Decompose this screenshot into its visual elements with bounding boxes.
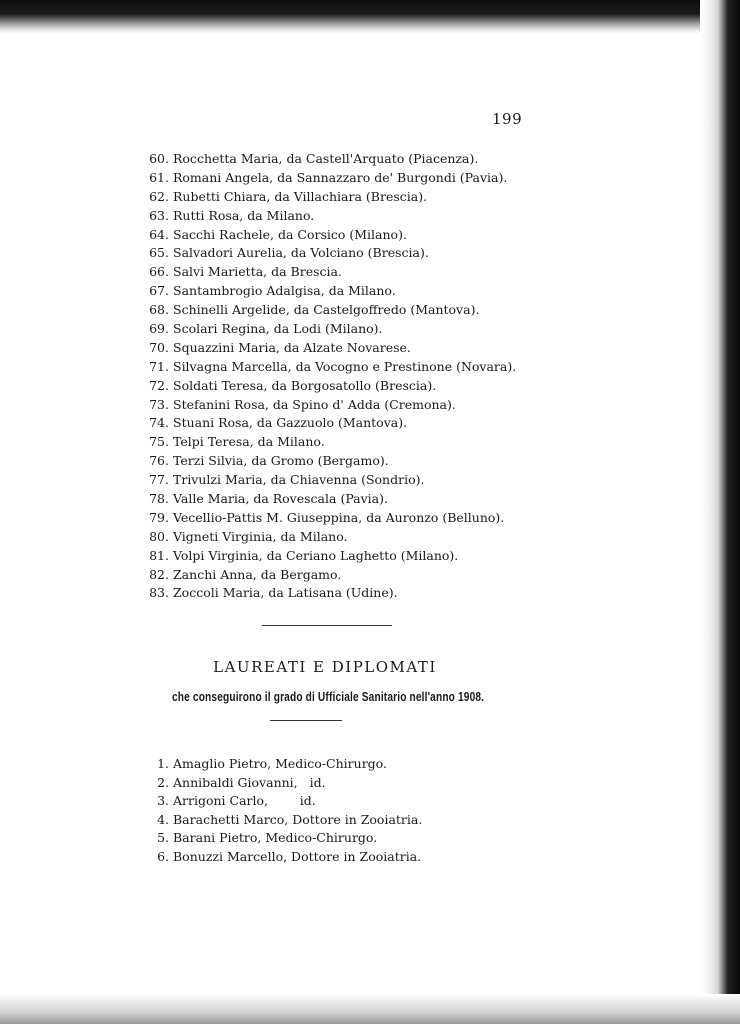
item-text: Annibaldi Giovanni, id. bbox=[173, 774, 326, 790]
divider-rule-short bbox=[270, 720, 342, 721]
item-text: Romani Angela, da Sannazzaro de' Burgondi (Pavia). bbox=[173, 169, 508, 185]
list-item bbox=[0, 320, 516, 339]
item-text: Silvagna Marcella, da Vocogno e Prestinone (Novara). bbox=[173, 358, 517, 374]
item-text: Zanchi Anna, da Bergamo. bbox=[173, 566, 342, 582]
item-number: 75. bbox=[149, 434, 169, 450]
item-text: Amaglio Pietro, Medico-Chirurgo. bbox=[173, 756, 387, 771]
item-number: 82. bbox=[149, 566, 169, 582]
item-number: 1. bbox=[157, 756, 169, 771]
item-number: 71. bbox=[149, 358, 169, 374]
item-number: 76. bbox=[149, 453, 169, 469]
item-text: Arrigoni Carlo, id. bbox=[173, 793, 316, 809]
list-item bbox=[0, 207, 516, 226]
list-item bbox=[0, 755, 422, 774]
scan-top-edge bbox=[0, 0, 740, 34]
item-number: 72. bbox=[149, 377, 169, 393]
item-number: 4. bbox=[157, 811, 169, 827]
item-text: Scolari Regina, da Lodi (Milano). bbox=[173, 321, 383, 337]
list-item bbox=[0, 150, 516, 169]
item-number: 77. bbox=[149, 472, 169, 488]
item-text: Volpi Virginia, da Ceriano Laghetto (Milano). bbox=[173, 547, 459, 563]
item-number: 67. bbox=[149, 283, 169, 299]
item-text: Santambrogio Adalgisa, da Milano. bbox=[173, 283, 396, 299]
list-item bbox=[0, 811, 422, 830]
item-text: Valle Maria, da Rovescala (Pavia). bbox=[173, 491, 388, 507]
item-number: 69. bbox=[149, 321, 169, 337]
officers-list bbox=[0, 755, 422, 867]
graduates-list bbox=[0, 150, 516, 603]
list-item bbox=[0, 263, 516, 282]
item-number: 66. bbox=[149, 264, 169, 280]
item-text: Vigneti Virginia, da Milano. bbox=[173, 528, 348, 544]
item-text: Stefanini Rosa, da Spino d' Adda (Cremona). bbox=[173, 396, 456, 412]
item-text: Stuani Rosa, da Gazzuolo (Mantova). bbox=[173, 415, 408, 431]
item-number: 2. bbox=[157, 774, 169, 790]
item-text: Trivulzi Maria, da Chiavenna (Sondrio). bbox=[173, 472, 425, 488]
list-item bbox=[0, 566, 516, 585]
item-text: Sacchi Rachele, da Corsico (Milano). bbox=[173, 226, 407, 242]
item-number: 83. bbox=[149, 585, 169, 601]
item-number: 63. bbox=[149, 207, 169, 223]
item-text: Salvi Marietta, da Brescia. bbox=[173, 264, 342, 280]
item-number: 78. bbox=[149, 491, 169, 507]
list-item bbox=[0, 528, 516, 547]
item-text: Telpi Teresa, da Milano. bbox=[173, 434, 325, 450]
item-text: Barachetti Marco, Dottore in Zooiatria. bbox=[173, 811, 423, 827]
item-number: 74. bbox=[149, 415, 169, 431]
item-number: 3. bbox=[157, 793, 169, 809]
item-number: 65. bbox=[149, 245, 169, 261]
item-number: 70. bbox=[149, 339, 169, 355]
list-item bbox=[0, 547, 516, 566]
item-number: 60. bbox=[149, 151, 169, 166]
item-number: 80. bbox=[149, 528, 169, 544]
item-number: 5. bbox=[157, 830, 169, 846]
item-text: Soldati Teresa, da Borgosatollo (Brescia). bbox=[173, 377, 437, 393]
list-item bbox=[0, 471, 516, 490]
list-item bbox=[0, 490, 516, 509]
item-text: Rubetti Chiara, da Villachiara (Brescia). bbox=[173, 188, 428, 204]
section-title: LAUREATI E DIPLOMATI bbox=[213, 658, 437, 676]
item-number: 68. bbox=[149, 302, 169, 318]
list-item bbox=[0, 509, 516, 528]
list-item bbox=[0, 433, 516, 452]
list-item bbox=[0, 358, 516, 377]
item-number: 79. bbox=[149, 509, 169, 525]
section-subtitle: che conseguirono il grado di Ufficiale Sanitario nell'anno 1908. bbox=[172, 689, 485, 704]
page-number: 199 bbox=[492, 110, 523, 128]
item-text: Vecellio-Pattis M. Giuseppina, da Auronzo (Belluno). bbox=[173, 509, 505, 525]
item-text: Squazzini Maria, da Alzate Novarese. bbox=[173, 339, 411, 355]
list-item bbox=[0, 377, 516, 396]
divider-rule bbox=[262, 625, 392, 626]
scan-bottom-edge bbox=[0, 994, 740, 1024]
list-item bbox=[0, 169, 516, 188]
item-text: Barani Pietro, Medico-Chirurgo. bbox=[173, 830, 378, 846]
list-item bbox=[0, 452, 516, 471]
item-number: 64. bbox=[149, 226, 169, 242]
list-item bbox=[0, 301, 516, 320]
list-item bbox=[0, 226, 516, 245]
item-text: Rocchetta Maria, da Castell'Arquato (Piacenza). bbox=[173, 151, 479, 166]
list-item bbox=[0, 396, 516, 415]
scan-right-edge bbox=[700, 0, 740, 1024]
item-text: Bonuzzi Marcello, Dottore in Zooiatria. bbox=[173, 848, 422, 864]
item-number: 61. bbox=[149, 169, 169, 185]
item-number: 62. bbox=[149, 188, 169, 204]
list-item bbox=[0, 244, 516, 263]
item-text: Zoccoli Maria, da Latisana (Udine). bbox=[173, 585, 398, 601]
list-item bbox=[0, 414, 516, 433]
item-text: Salvadori Aurelia, da Volciano (Brescia). bbox=[173, 245, 429, 261]
item-number: 81. bbox=[149, 547, 169, 563]
list-item bbox=[0, 188, 516, 207]
list-item bbox=[0, 339, 516, 358]
item-text: Schinelli Argelide, da Castelgoffredo (Mantova). bbox=[173, 302, 480, 318]
list-item bbox=[0, 282, 516, 301]
item-text: Terzi Silvia, da Gromo (Bergamo). bbox=[173, 453, 389, 469]
item-number: 6. bbox=[157, 848, 169, 864]
item-number: 73. bbox=[149, 396, 169, 412]
list-item bbox=[0, 774, 422, 793]
list-item bbox=[0, 584, 516, 603]
list-item bbox=[0, 829, 422, 848]
item-text: Rutti Rosa, da Milano. bbox=[173, 207, 315, 223]
list-item bbox=[0, 792, 422, 811]
list-item bbox=[0, 848, 422, 867]
